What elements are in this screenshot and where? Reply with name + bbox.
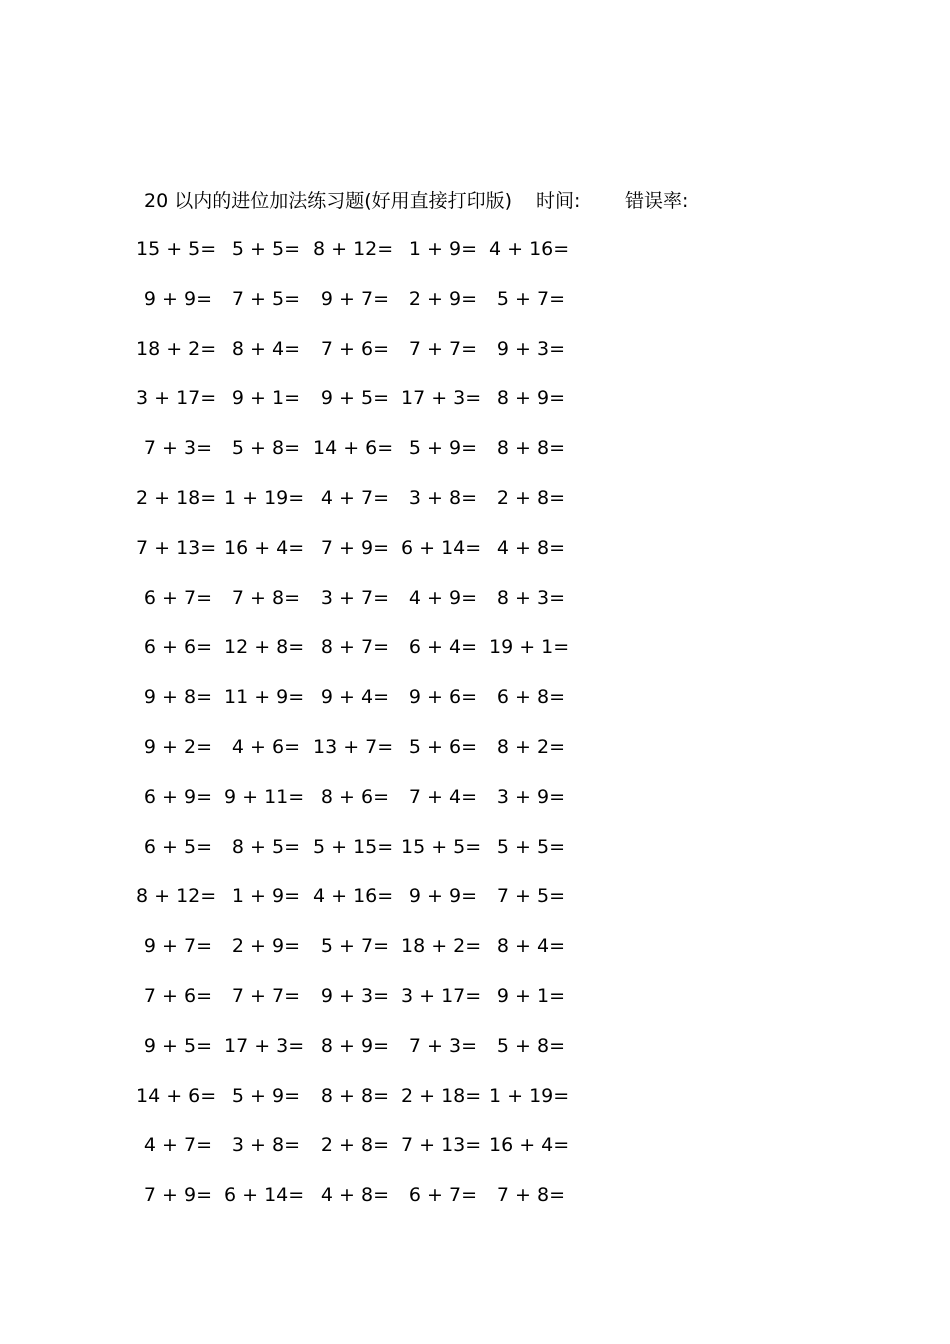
problem-row [136,533,604,583]
problem-item: 4 + 8= [496,536,565,559]
problem-item: 8 + 5= [231,835,300,858]
problem-grid [136,234,604,1230]
problem-row [136,334,604,384]
problem-item: 3 + 9= [496,785,565,808]
problem-item: 8 + 8= [496,437,565,460]
problem-row [144,682,604,732]
problem-item: 2 + 18= [401,1084,482,1107]
problem-item: 8 + 7= [320,636,389,659]
problem-item: 14 + 6= [313,437,394,460]
problem-item: 9 + 7= [320,287,389,310]
problem-item: 6 + 7= [143,586,212,609]
problem-row [136,483,604,533]
problem-row [144,632,604,682]
problem-row [136,383,604,433]
problem-item: 8 + 3= [496,586,565,609]
problem-row [144,1130,604,1180]
problem-item: 3 + 8= [231,1134,300,1157]
problem-row [136,881,604,931]
problem-item: 6 + 5= [143,835,212,858]
problem-item: 15 + 5= [136,238,217,260]
problem-item: 9 + 7= [143,935,212,958]
problem-item: 8 + 12= [313,238,394,260]
problem-item: 12 + 8= [224,636,305,659]
problem-item: 5 + 9= [231,1084,300,1107]
problem-item: 4 + 7= [320,486,389,509]
problem-item: 6 + 6= [143,636,212,659]
problem-item: 5 + 6= [408,735,477,758]
problem-row [144,433,604,483]
problem-item: 5 + 8= [496,1034,565,1057]
problem-item: 8 + 4= [231,337,300,360]
problem-item: 5 + 5= [496,835,565,858]
problem-item: 7 + 7= [231,984,300,1007]
problem-item: 9 + 5= [143,1034,212,1057]
problem-item: 19 + 1= [489,636,570,659]
problem-item: 16 + 4= [224,536,305,559]
problem-item: 8 + 8= [320,1084,389,1107]
problem-item: 7 + 8= [496,1184,565,1207]
problem-item: 7 + 9= [320,536,389,559]
problem-item: 13 + 7= [313,735,394,758]
problem-item: 1 + 19= [489,1084,570,1107]
problem-item: 3 + 8= [408,486,477,509]
problem-item: 3 + 7= [320,586,389,609]
problem-item: 11 + 9= [224,686,305,709]
problem-item: 3 + 17= [401,984,482,1007]
problem-item: 2 + 9= [408,287,477,310]
error-rate-label: 错误率: [625,190,689,212]
problem-item: 9 + 5= [320,387,389,410]
problem-item: 1 + 9= [408,238,477,260]
problem-row [144,284,604,334]
problem-item: 5 + 9= [408,437,477,460]
problem-row [144,583,604,633]
problem-item: 8 + 12= [136,885,217,908]
problem-item: 4 + 7= [143,1134,212,1157]
problem-item: 15 + 5= [401,835,482,858]
problem-item: 4 + 16= [489,238,570,260]
problem-item: 9 + 1= [496,984,565,1007]
problem-item: 7 + 9= [143,1184,212,1207]
problem-item: 18 + 2= [136,337,217,360]
problem-item: 6 + 8= [496,686,565,709]
problem-item: 7 + 13= [136,536,217,559]
problem-item: 9 + 6= [408,686,477,709]
problem-item: 7 + 13= [401,1134,482,1157]
problem-item: 7 + 6= [320,337,389,360]
problem-row [144,782,604,832]
problem-item: 17 + 3= [224,1034,305,1057]
problem-item: 18 + 2= [401,935,482,958]
problem-item: 16 + 4= [489,1134,570,1157]
problem-item: 6 + 9= [143,785,212,808]
problem-item: 9 + 3= [320,984,389,1007]
problem-item: 5 + 8= [231,437,300,460]
problem-row [144,981,604,1031]
problem-item: 7 + 3= [143,437,212,460]
problem-item: 4 + 6= [231,735,300,758]
problem-item: 6 + 14= [401,536,482,559]
problem-item: 7 + 6= [143,984,212,1007]
problem-item: 7 + 7= [408,337,477,360]
problem-item: 7 + 3= [408,1034,477,1057]
problem-row [144,1031,604,1081]
problem-item: 7 + 5= [496,885,565,908]
problem-item: 9 + 2= [143,735,212,758]
problem-item: 8 + 4= [496,935,565,958]
problem-item: 14 + 6= [136,1084,217,1107]
problem-item: 4 + 9= [408,586,477,609]
problem-item: 1 + 9= [231,885,300,908]
problem-row [136,234,604,284]
time-label: 时间: [536,190,581,212]
problem-row [144,931,604,981]
problem-item: 9 + 9= [408,885,477,908]
problem-item: 5 + 5= [231,238,300,260]
problem-item: 1 + 19= [224,486,305,509]
problem-item: 8 + 2= [496,735,565,758]
problem-item: 9 + 9= [143,287,212,310]
problem-item: 5 + 7= [496,287,565,310]
problem-item: 9 + 11= [224,785,305,808]
problem-row [144,832,604,882]
problem-item: 5 + 15= [313,835,394,858]
problem-item: 2 + 8= [320,1134,389,1157]
problem-item: 6 + 4= [408,636,477,659]
problem-item: 4 + 8= [320,1184,389,1207]
problem-item: 6 + 7= [408,1184,477,1207]
problem-item: 2 + 8= [496,486,565,509]
problem-item: 2 + 9= [231,935,300,958]
problem-row [136,1081,604,1131]
worksheet-title: 20 以内的进位加法练习题(好用直接打印版) [144,190,513,212]
problem-item: 8 + 9= [320,1034,389,1057]
problem-item: 9 + 4= [320,686,389,709]
problem-item: 3 + 17= [136,387,217,410]
problem-item: 4 + 16= [313,885,394,908]
problem-row [144,1180,604,1230]
problem-item: 9 + 1= [231,387,300,410]
problem-item: 8 + 9= [496,387,565,410]
problem-item: 6 + 14= [224,1184,305,1207]
problem-item: 9 + 8= [143,686,212,709]
problem-item: 9 + 3= [496,337,565,360]
problem-item: 7 + 4= [408,785,477,808]
problem-row [144,732,604,782]
problem-item: 7 + 5= [231,287,300,310]
problem-item: 2 + 18= [136,486,217,509]
problem-item: 8 + 6= [320,785,389,808]
problem-item: 7 + 8= [231,586,300,609]
problem-item: 5 + 7= [320,935,389,958]
problem-item: 17 + 3= [401,387,482,410]
